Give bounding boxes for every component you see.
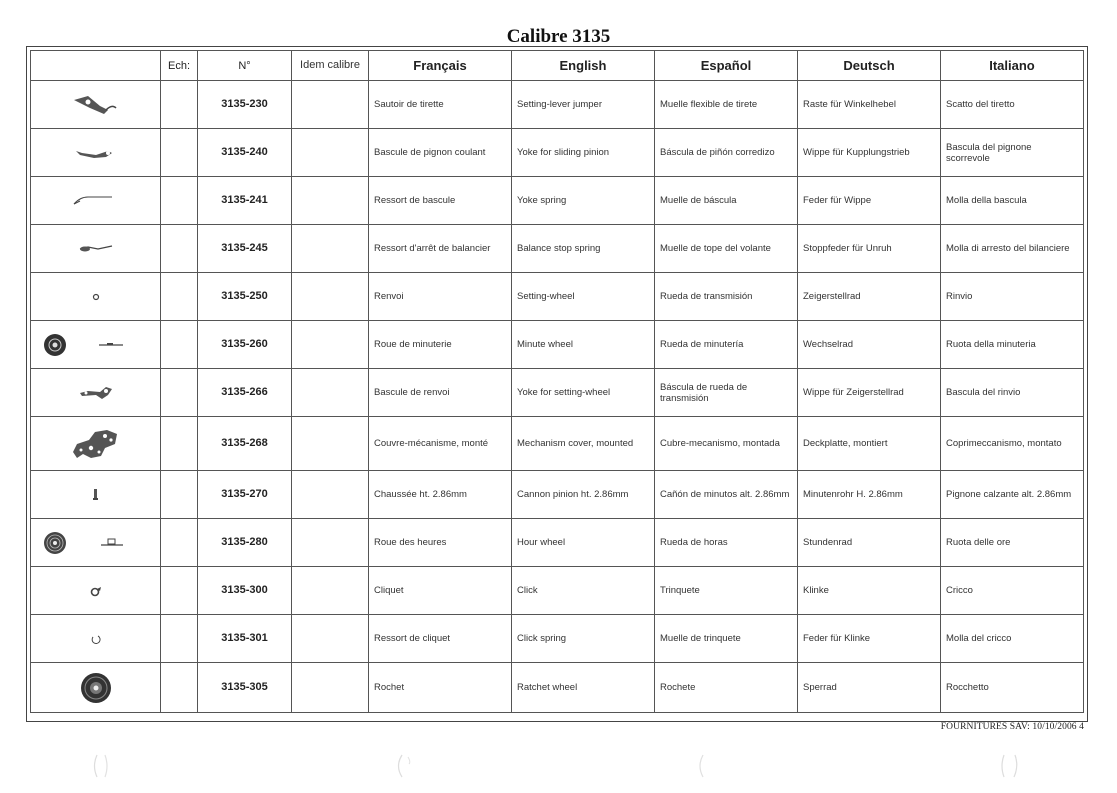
part-image-cell [31, 615, 161, 663]
part-image-cell [31, 663, 161, 713]
idem-cell [292, 177, 369, 225]
name-en: Hour wheel [512, 519, 655, 567]
ech-cell [161, 417, 198, 471]
name-it: Coprimeccanismo, montato [941, 417, 1084, 471]
part-number: 3135-280 [198, 519, 292, 567]
name-de: Minutenrohr H. 2.86mm [798, 471, 941, 519]
idem-cell [292, 273, 369, 321]
header-idem-calibre: Idem calibre [292, 51, 369, 81]
ech-cell [161, 81, 198, 129]
name-de: Wippe für Kupplungstrieb [798, 129, 941, 177]
mechanism-cover-icon [61, 424, 131, 464]
idem-cell [292, 81, 369, 129]
part-image-cell [31, 417, 161, 471]
balance-stop-spring-icon [66, 241, 126, 257]
name-es: Trinquete [655, 567, 798, 615]
ech-cell [161, 567, 198, 615]
table-row [31, 81, 1084, 129]
name-fr: Renvoi [369, 273, 512, 321]
table-row [31, 615, 1084, 663]
part-image-cell [31, 177, 161, 225]
part-number: 3135-245 [198, 225, 292, 273]
table-row [31, 273, 1084, 321]
name-fr: Roue des heures [369, 519, 512, 567]
ech-cell [161, 225, 198, 273]
name-it: Scatto del tiretto [941, 81, 1084, 129]
part-number: 3135-305 [198, 663, 292, 713]
table-row [31, 519, 1084, 567]
part-image-cell [31, 519, 161, 567]
name-it: Bascula del pignone scorrevole [941, 129, 1084, 177]
name-en: Balance stop spring [512, 225, 655, 273]
ech-cell [161, 321, 198, 369]
table-row [31, 225, 1084, 273]
header-francais: Français [369, 51, 512, 81]
part-image-cell [31, 321, 161, 369]
header-number: N° [198, 51, 292, 81]
header-deutsch: Deutsch [798, 51, 941, 81]
name-it: Molla del cricco [941, 615, 1084, 663]
idem-cell [292, 417, 369, 471]
name-fr: Ressort de bascule [369, 177, 512, 225]
ech-cell [161, 663, 198, 713]
name-de: Klinke [798, 567, 941, 615]
name-de: Deckplatte, montiert [798, 417, 941, 471]
name-fr: Ressort d'arrêt de balancier [369, 225, 512, 273]
part-number: 3135-268 [198, 417, 292, 471]
part-image-cell [31, 471, 161, 519]
name-es: Báscula de piñón corredizo [655, 129, 798, 177]
name-en: Minute wheel [512, 321, 655, 369]
idem-cell [292, 519, 369, 567]
click-spring-icon [86, 631, 106, 647]
name-es: Rueda de horas [655, 519, 798, 567]
ech-cell [161, 177, 198, 225]
name-it: Ruota delle ore [941, 519, 1084, 567]
ech-cell [161, 273, 198, 321]
minute-wheel-icon [41, 330, 151, 360]
name-en: Setting-wheel [512, 273, 655, 321]
name-es: Báscula de rueda de transmisión [655, 369, 798, 417]
yoke-sliding-pinion-icon [66, 143, 126, 163]
name-en: Yoke for setting-wheel [512, 369, 655, 417]
idem-cell [292, 321, 369, 369]
name-de: Raste für Winkelhebel [798, 81, 941, 129]
part-number: 3135-300 [198, 567, 292, 615]
name-en: Cannon pinion ht. 2.86mm [512, 471, 655, 519]
name-es: Muelle de trinquete [655, 615, 798, 663]
part-image-cell [31, 129, 161, 177]
name-fr: Sautoir de tirette [369, 81, 512, 129]
name-de: Zeigerstellrad [798, 273, 941, 321]
part-image-cell [31, 273, 161, 321]
header-espanol: Español [655, 51, 798, 81]
name-it: Rocchetto [941, 663, 1084, 713]
part-number: 3135-241 [198, 177, 292, 225]
name-es: Muelle de tope del volante [655, 225, 798, 273]
name-it: Cricco [941, 567, 1084, 615]
name-en: Click spring [512, 615, 655, 663]
footer-note: FOURNITURES SAV: 10/10/2006 4 [940, 722, 1084, 732]
idem-cell [292, 369, 369, 417]
name-fr: Bascule de pignon coulant [369, 129, 512, 177]
idem-cell [292, 129, 369, 177]
name-de: Wippe für Zeigerstellrad [798, 369, 941, 417]
name-it: Molla di arresto del bilanciere [941, 225, 1084, 273]
table-row [31, 663, 1084, 713]
ech-cell [161, 369, 198, 417]
table-row [31, 129, 1084, 177]
ech-cell [161, 615, 198, 663]
name-es: Cubre-mecanismo, montada [655, 417, 798, 471]
part-number: 3135-240 [198, 129, 292, 177]
idem-cell [292, 615, 369, 663]
parts-table [30, 50, 1084, 713]
name-en: Ratchet wheel [512, 663, 655, 713]
name-fr: Bascule de renvoi [369, 369, 512, 417]
part-number: 3135-266 [198, 369, 292, 417]
name-it: Bascula del rinvio [941, 369, 1084, 417]
name-it: Rinvio [941, 273, 1084, 321]
idem-cell [292, 225, 369, 273]
name-fr: Ressort de cliquet [369, 615, 512, 663]
idem-cell [292, 471, 369, 519]
name-it: Ruota della minuteria [941, 321, 1084, 369]
setting-lever-jumper-icon [66, 90, 126, 120]
header-row [31, 51, 1084, 81]
name-en: Yoke for sliding pinion [512, 129, 655, 177]
name-de: Wechselrad [798, 321, 941, 369]
binder-hole-mark [694, 752, 716, 780]
table-row [31, 417, 1084, 471]
name-es: Cañón de minutos alt. 2.86mm [655, 471, 798, 519]
name-es: Rueda de minutería [655, 321, 798, 369]
part-number: 3135-250 [198, 273, 292, 321]
part-image-cell [31, 369, 161, 417]
setting-wheel-icon [86, 291, 106, 303]
table-row [31, 567, 1084, 615]
name-de: Stundenrad [798, 519, 941, 567]
name-fr: Roue de minuterie [369, 321, 512, 369]
header-english: English [512, 51, 655, 81]
name-en: Click [512, 567, 655, 615]
idem-cell [292, 663, 369, 713]
table-row [31, 177, 1084, 225]
cannon-pinion-icon [86, 487, 106, 503]
name-fr: Cliquet [369, 567, 512, 615]
binder-hole-mark [90, 752, 112, 780]
name-fr: Rochet [369, 663, 512, 713]
name-de: Sperrad [798, 663, 941, 713]
name-en: Yoke spring [512, 177, 655, 225]
name-es: Muelle de báscula [655, 177, 798, 225]
name-es: Muelle flexible de tirete [655, 81, 798, 129]
part-number: 3135-270 [198, 471, 292, 519]
header-ech: Ech: [161, 51, 198, 81]
part-number: 3135-230 [198, 81, 292, 129]
yoke-setting-wheel-icon [66, 381, 126, 405]
binder-hole-mark [393, 752, 415, 780]
idem-cell [292, 567, 369, 615]
name-de: Feder für Klinke [798, 615, 941, 663]
table-row [31, 321, 1084, 369]
name-de: Feder für Wippe [798, 177, 941, 225]
ech-cell [161, 471, 198, 519]
yoke-spring-icon [66, 191, 126, 211]
binder-hole-mark [998, 752, 1020, 780]
name-de: Stoppfeder für Unruh [798, 225, 941, 273]
page-title: Calibre 3135 [506, 26, 611, 47]
ech-cell [161, 129, 198, 177]
part-image-cell [31, 81, 161, 129]
name-es: Rueda de transmisión [655, 273, 798, 321]
name-fr: Chaussée ht. 2.86mm [369, 471, 512, 519]
name-en: Setting-lever jumper [512, 81, 655, 129]
name-it: Molla della bascula [941, 177, 1084, 225]
name-es: Rochete [655, 663, 798, 713]
ech-cell [161, 519, 198, 567]
ratchet-wheel-icon [78, 670, 114, 706]
part-image-cell [31, 225, 161, 273]
header-italiano: Italiano [941, 51, 1084, 81]
name-fr: Couvre-mécanisme, monté [369, 417, 512, 471]
table-row [31, 369, 1084, 417]
hour-wheel-icon [41, 528, 151, 558]
part-number: 3135-260 [198, 321, 292, 369]
table-row [31, 471, 1084, 519]
name-en: Mechanism cover, mounted [512, 417, 655, 471]
part-image-cell [31, 567, 161, 615]
header-image [31, 51, 161, 81]
name-it: Pignone calzante alt. 2.86mm [941, 471, 1084, 519]
part-number: 3135-301 [198, 615, 292, 663]
click-icon [86, 583, 106, 599]
